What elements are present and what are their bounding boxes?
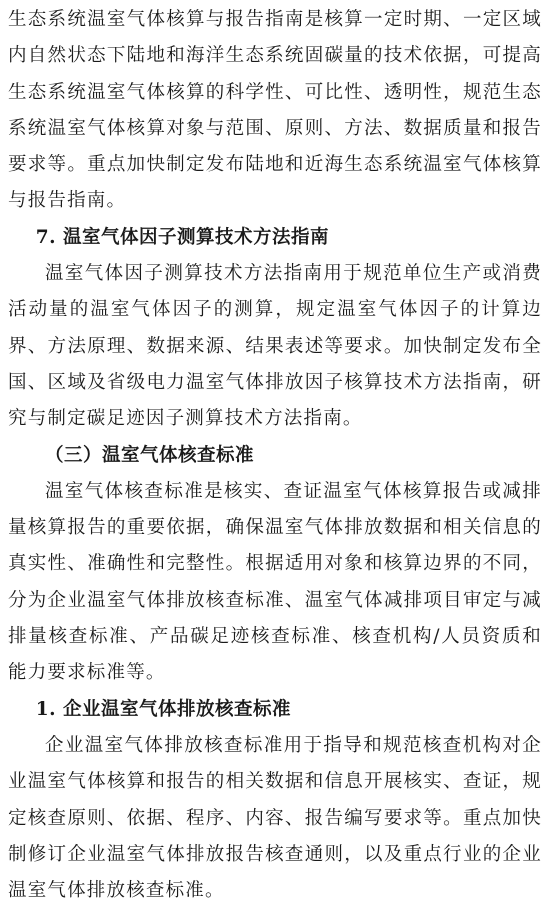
paragraph-verification-standards: 温室气体核查标准是核实、查证温室气体核算报告或减排量核算报告的重要依据，确保温室气体排放数据和相关信息的真实性、准确性和完整性。根据适用对象和核算边界的不同，分为企业温室气体排放核查标准、温室气体减排项目审定与减排量核查标准、产品碳足迹核查标准、核查机构/人员资质和能力要求标准等。 <box>8 480 542 684</box>
paragraph-ecosystem-guide: 生态系统温室气体核算与报告指南是核算一定时期、一定区域内自然状态下陆地和海洋生态系统固碳量的技术依据，可提高生态系统温室气体核算的科学性、可比性、透明性，规范生态系统温室气体核算对象与范围、原则、方法、数据质量和报告要求等。重点加快制定发布陆地和近海生态系统温室气体核算与报告指南。 <box>8 9 542 212</box>
paragraph-enterprise-verification: 企业温室气体排放核查标准用于指导和规范核查机构对企业温室气体核算和报告的相关数据和信息开展核实、查证，规定核查原则、依据、程序、内容、报告编写要求等。重点加快制修订企业温室气体排放报告核查通则，以及重点行业的企业温室气体排放核查标准。 <box>8 734 542 902</box>
paragraph-factor-guide: 温室气体因子测算技术方法指南用于规范单位生产或消费活动量的温室气体因子的测算，规定温室气体因子的计算边界、方法原理、数据来源、结果表述等要求。加快制定发布全国、区域及省级电力温室气体排放因子核算技术方法指南，研究与制定碳足迹因子测算技术方法指南。 <box>8 263 542 430</box>
section-heading-verification: （三）温室气体核查标准 <box>45 444 255 466</box>
document-page <box>8 0 542 909</box>
heading-factor-guide: 7. 温室气体因子测算技术方法指南 <box>35 226 330 248</box>
heading-enterprise-verification: 1. 企业温室气体排放核查标准 <box>35 698 292 720</box>
